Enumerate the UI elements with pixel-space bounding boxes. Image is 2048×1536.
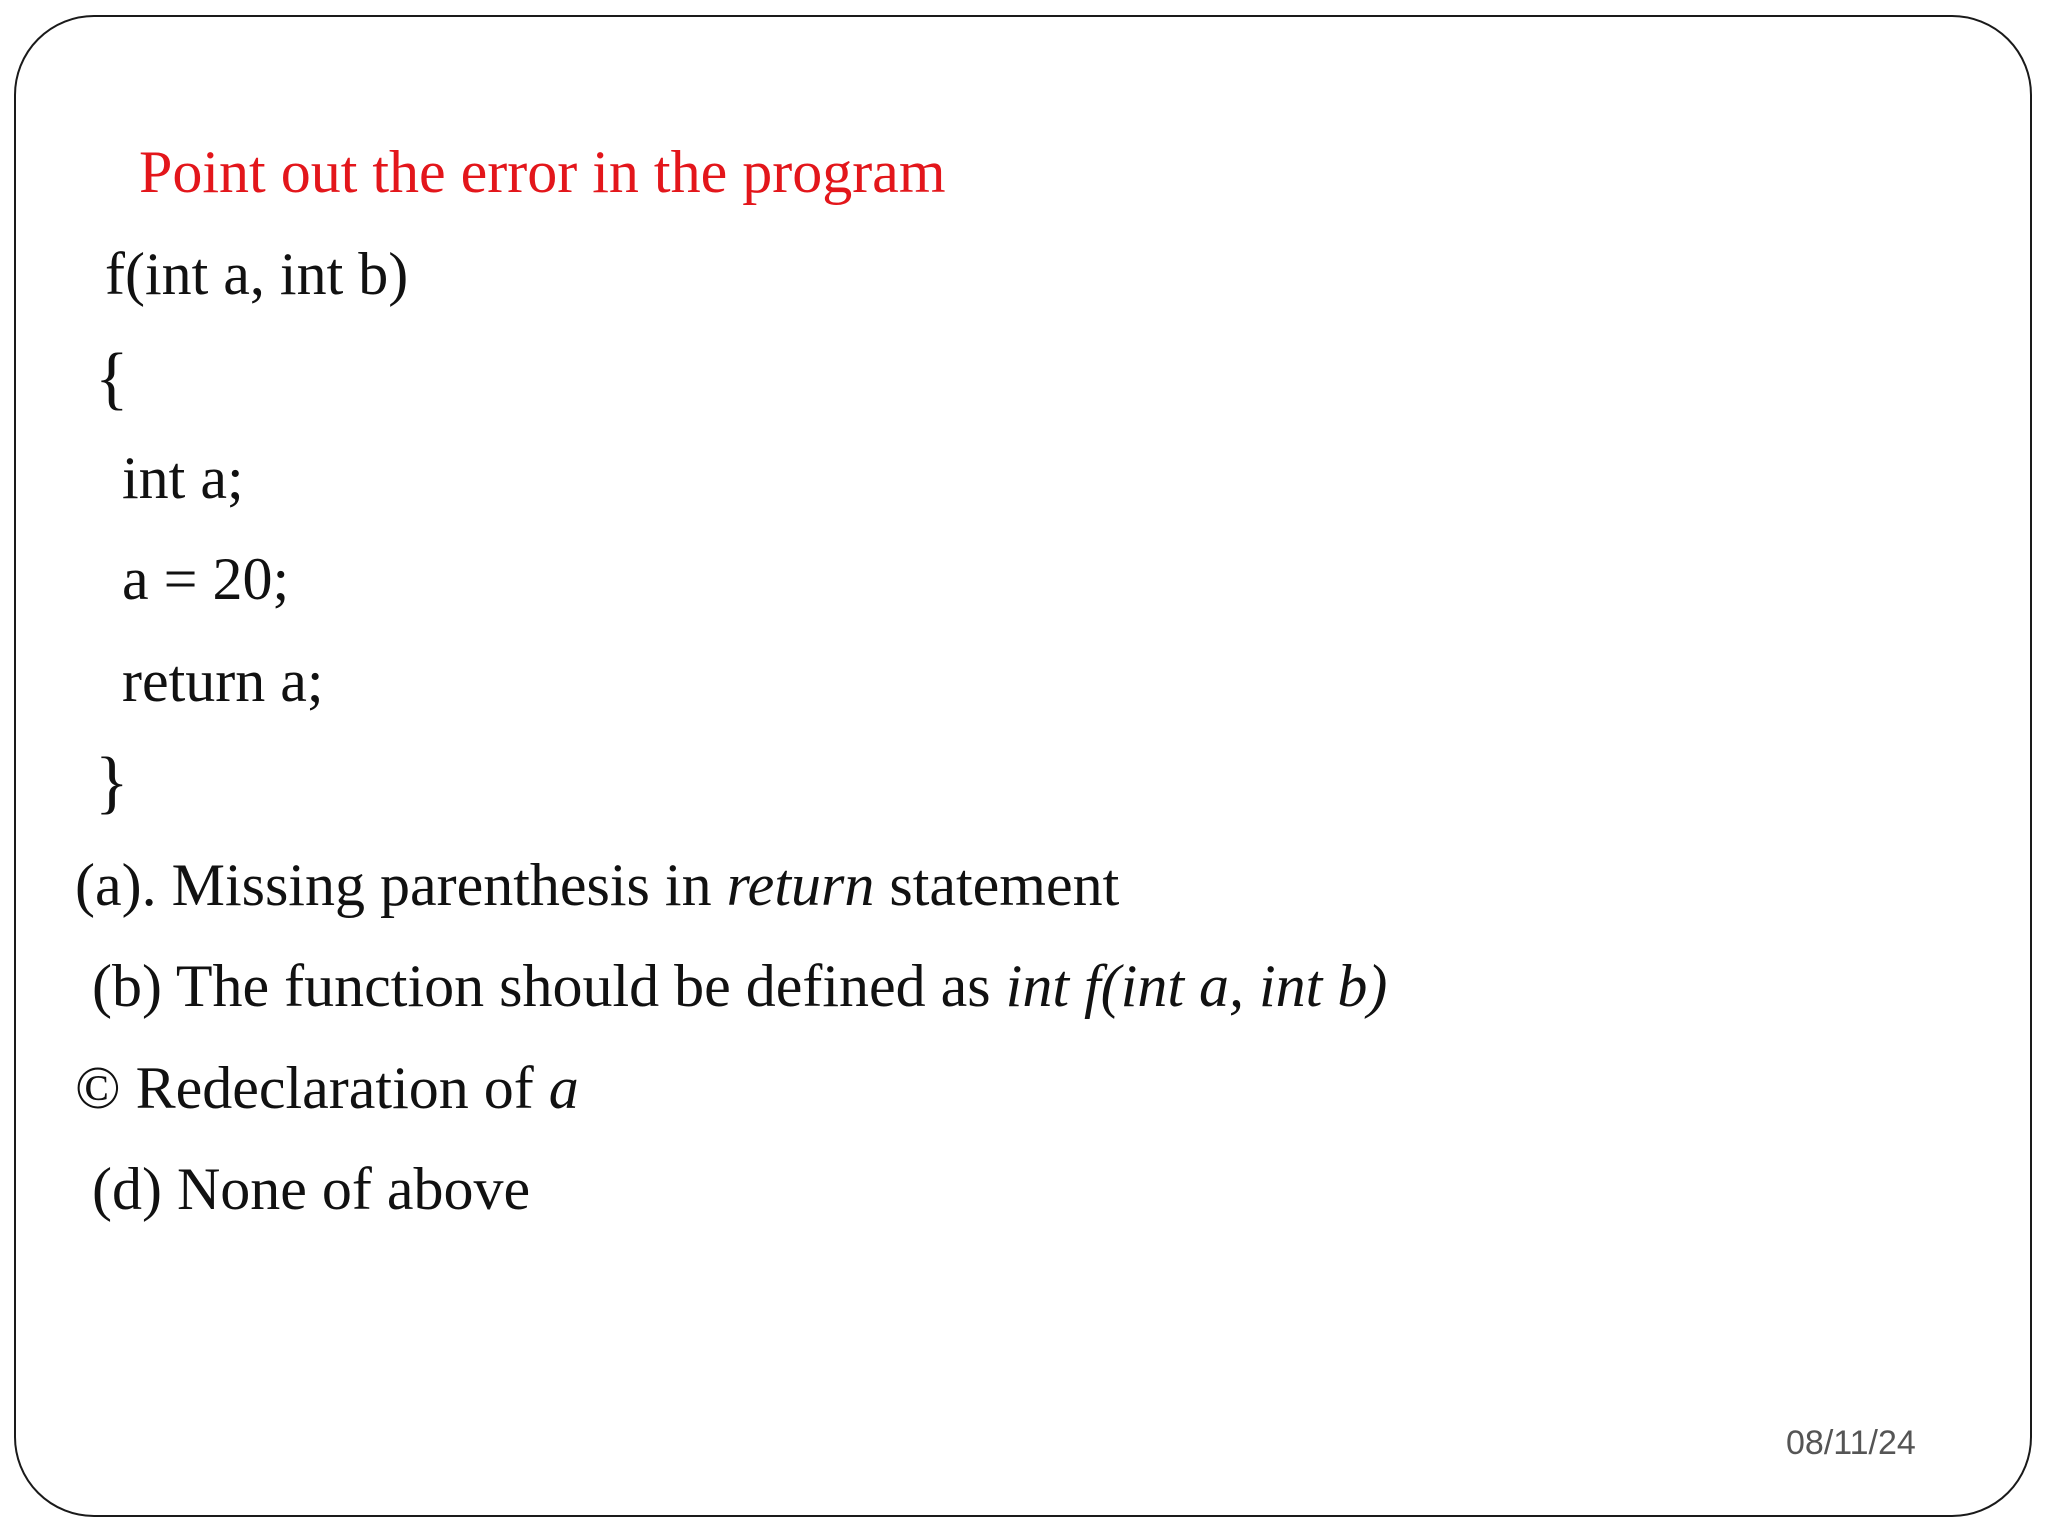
option-c — [75, 1055, 579, 1121]
option-a-prefix: (a). Missing parenthesis in — [75, 852, 727, 918]
option-a-suffix: statement — [874, 852, 1120, 918]
code-line-return: return a; — [122, 648, 324, 714]
option-d: (d) None of above — [92, 1156, 531, 1222]
option-b — [92, 953, 1388, 1019]
option-c-emphasis: a — [548, 1055, 579, 1121]
option-a-emphasis: return — [726, 852, 875, 918]
option-b-emphasis: int f(int a, int b) — [1005, 953, 1388, 1019]
slide-date: 08/11/24 — [1786, 1424, 1916, 1462]
code-line-signature: f(int a, int b) — [105, 241, 409, 307]
code-line-close-brace: } — [95, 744, 129, 821]
option-a — [75, 852, 1120, 918]
code-line-open-brace: { — [95, 340, 129, 417]
code-line-declaration: int a; — [122, 445, 244, 511]
option-c-prefix: © Redeclaration of — [75, 1055, 549, 1121]
option-b-prefix: (b) The function should be defined as — [92, 953, 1006, 1019]
question-title: Point out the error in the program — [139, 139, 946, 205]
code-line-assignment: a = 20; — [122, 546, 290, 612]
